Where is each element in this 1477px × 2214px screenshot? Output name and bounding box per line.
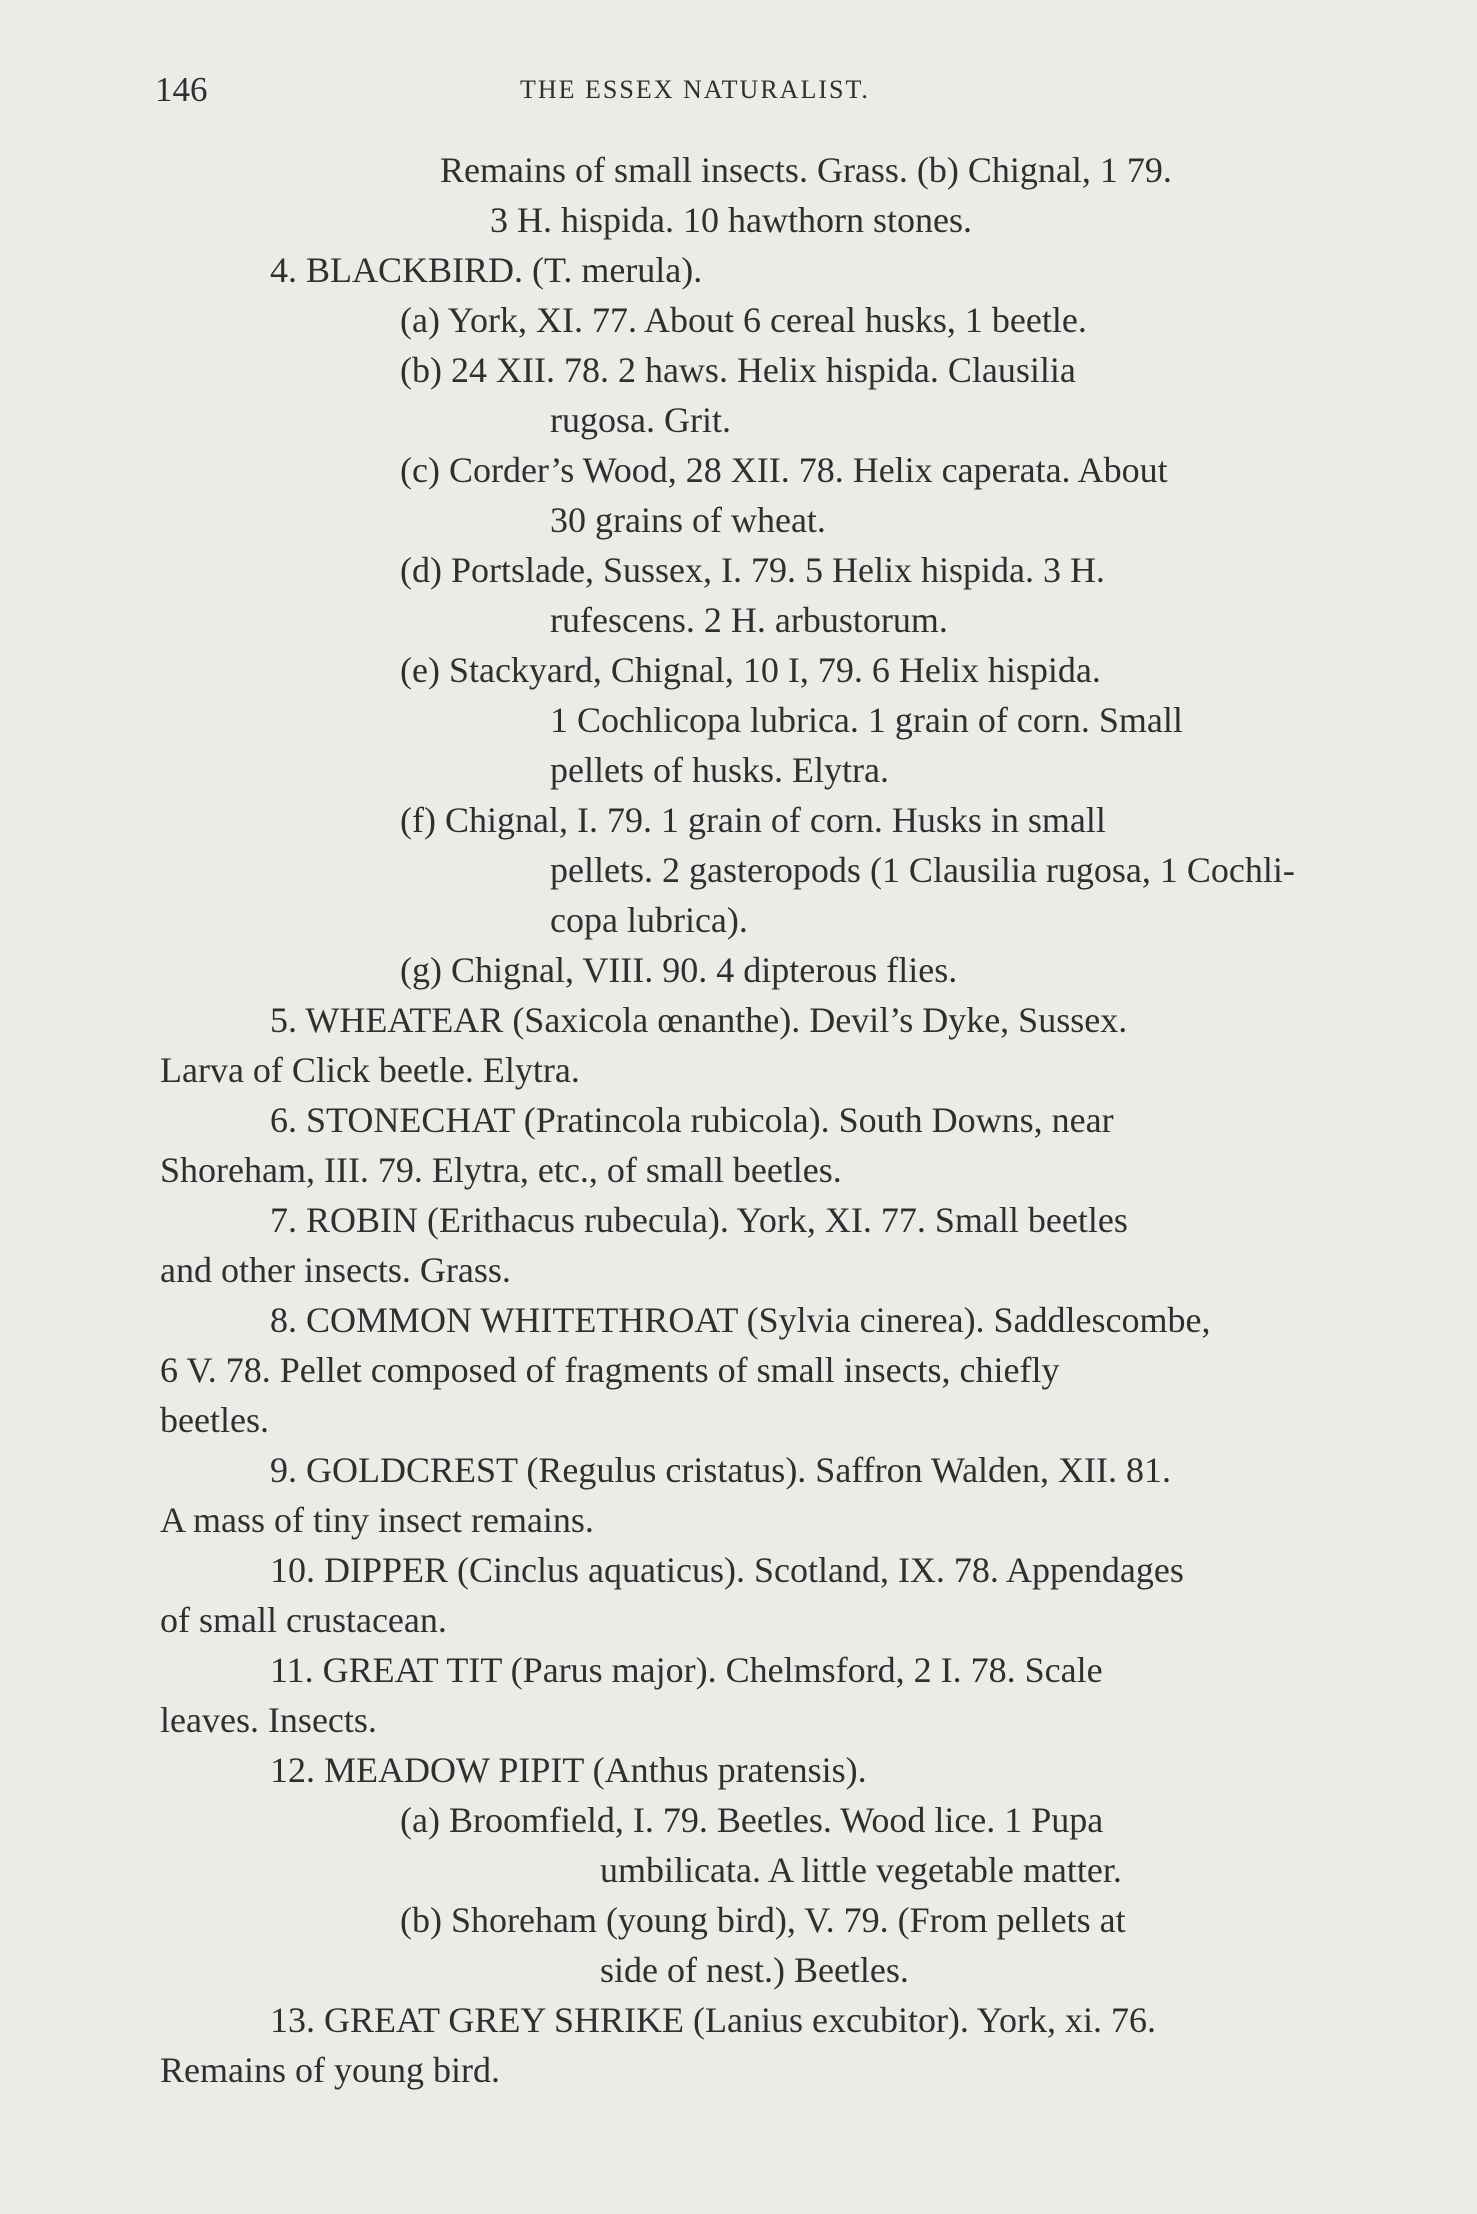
text-line: 9. GOLDCREST (Regulus cristatus). Saffron Walden, XII. 81. (270, 1450, 1172, 1490)
text-line: (a) York, XI. 77. About 6 cereal husks, 1 beetle. (400, 300, 1087, 340)
text-line: rufescens. 2 H. arbustorum. (550, 600, 948, 640)
text-line: (b) Shoreham (young bird), V. 79. (From pellets at (400, 1900, 1126, 1940)
text-line: A mass of tiny insect remains. (160, 1500, 594, 1540)
text-line: 7. ROBIN (Erithacus rubecula). York, XI. 77. Small beetles (270, 1200, 1128, 1240)
text-line: 6. STONECHAT (Pratincola rubicola). South Downs, near (270, 1100, 1114, 1140)
text-line: (a) Broomfield, I. 79. Beetles. Wood lice. 1 Pupa (400, 1800, 1104, 1840)
text-line: umbilicata. A little vegetable matter. (600, 1850, 1122, 1890)
text-line: (d) Portslade, Sussex, I. 79. 5 Helix hispida. 3 H. (400, 550, 1105, 590)
text-line: Remains of young bird. (160, 2050, 500, 2090)
text-line: (b) 24 XII. 78. 2 haws. Helix hispida. Clausilia (400, 350, 1076, 390)
text-line: 13. GREAT GREY SHRIKE (Lanius excubitor). York, xi. 76. (270, 2000, 1156, 2040)
running-title: THE ESSEX NATURALIST. (520, 75, 870, 104)
text-line: of small crustacean. (160, 1600, 447, 1640)
text-line: copa lubrica). (550, 900, 748, 940)
page-number: 146 (155, 70, 208, 109)
page-body (160, 145, 1325, 2095)
paragraph-line (160, 145, 1325, 2095)
text-line: 12. MEADOW PIPIT (Anthus pratensis). (270, 1750, 867, 1790)
text-line: (f) Chignal, I. 79. 1 grain of corn. Husks in small (400, 800, 1106, 840)
text-line: Remains of small insects. Grass. (b) Chignal, 1 79. (440, 150, 1172, 190)
text-line: beetles. (160, 1400, 269, 1440)
text-line: 6 V. 78. Pellet composed of fragments of small insects, chiefly (160, 1350, 1060, 1390)
text-line: (e) Stackyard, Chignal, 10 I, 79. 6 Helix hispida. (400, 650, 1101, 690)
text-line: 8. COMMON WHITETHROAT (Sylvia cinerea). Saddlescombe, (270, 1300, 1211, 1340)
text-line: Larva of Click beetle. Elytra. (160, 1050, 580, 1090)
text-line: pellets. 2 gasteropods (1 Clausilia rugosa, 1 Cochli- (550, 850, 1295, 890)
text-line: rugosa. Grit. (550, 400, 731, 440)
text-line: (c) Corder’s Wood, 28 XII. 78. Helix caperata. About (400, 450, 1168, 490)
text-line: pellets of husks. Elytra. (550, 750, 889, 790)
page-header (155, 70, 1325, 120)
text-line: (g) Chignal, VIII. 90. 4 dipterous flies. (400, 950, 958, 990)
text-line: 5. WHEATEAR (Saxicola œnanthe). Devil’s Dyke, Sussex. (270, 1000, 1128, 1040)
text-line: 11. GREAT TIT (Parus major). Chelmsford, 2 I. 78. Scale (270, 1650, 1103, 1690)
text-line: 4. BLACKBIRD. (T. merula). (270, 250, 703, 290)
text-line: 1 Cochlicopa lubrica. 1 grain of corn. Small (550, 700, 1183, 740)
text-line: 30 grains of wheat. (550, 500, 826, 540)
text-line: side of nest.) Beetles. (600, 1950, 909, 1990)
text-line: leaves. Insects. (160, 1700, 377, 1740)
text-line: 3 H. hispida. 10 hawthorn stones. (490, 200, 972, 240)
text-line: and other insects. Grass. (160, 1250, 511, 1290)
text-line: Shoreham, III. 79. Elytra, etc., of small beetles. (160, 1150, 842, 1190)
text-line: 10. DIPPER (Cinclus aquaticus). Scotland, IX. 78. Appendages (270, 1550, 1184, 1590)
